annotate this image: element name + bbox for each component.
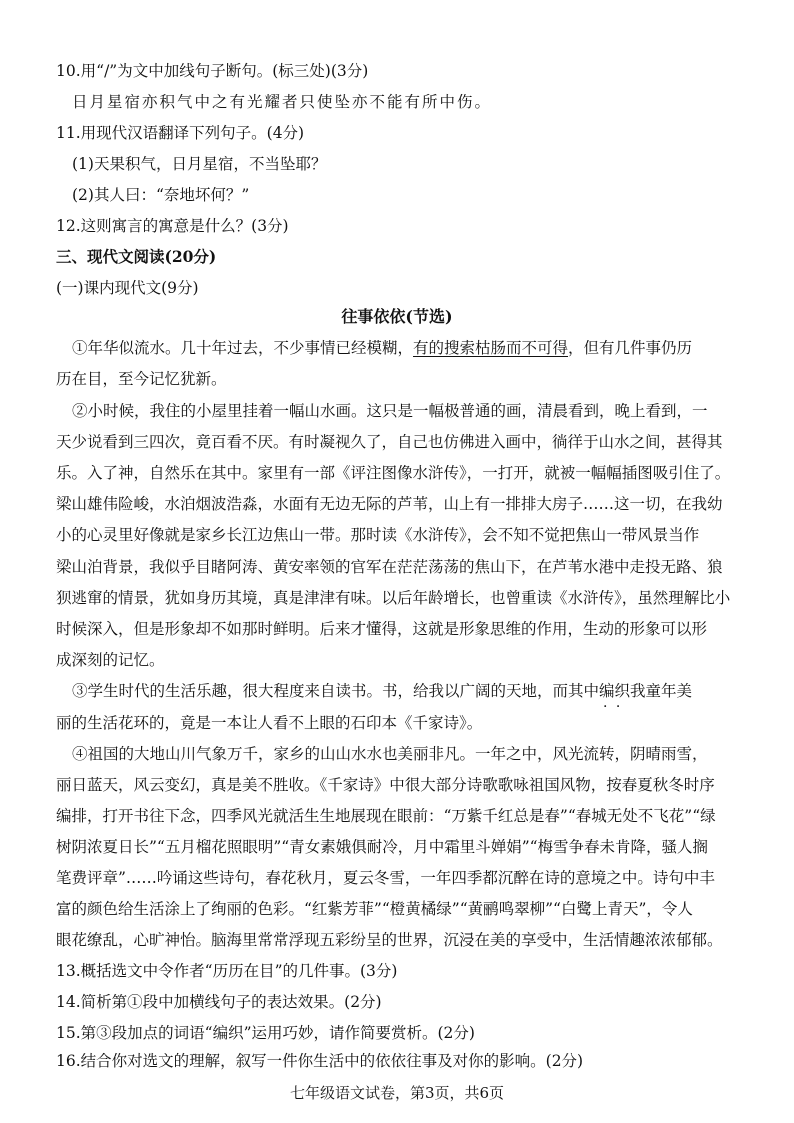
passage-title: 往事依依(节选) <box>341 307 453 326</box>
passage-p2-line: ②小时候，我住的小屋里挂着一幅山水画。这只是一幅极普通的画，清晨看到，晚上看到，一 <box>72 402 708 420</box>
question-13: 13.概括选文中令作者“历历在目”的几件事。(3分) <box>56 962 398 980</box>
question-11-1: (1)天果积气，日月星宿，不当坠耶？ <box>72 155 327 173</box>
passage-p3-line: 丽的生活花环的，竟是一本让人看不上眼的石印本《千家诗》。 <box>56 714 483 732</box>
question-11: 11.用现代汉语翻译下列句子。(4分) <box>56 124 305 142</box>
passage-text: ，但有几件事仍历 <box>568 339 693 357</box>
passage-text: ①年华似流水。几十年过去，不少事情已经模糊， <box>72 339 414 357</box>
passage-p2-line: 乐。入了神，自然乐在其中。家里有一部《评注图像水浒传》，一打开，就被一幅幅插图吸引住了。 <box>56 464 731 482</box>
question-11-2: (2)其人曰：“奈地坏何？” <box>72 186 250 204</box>
passage-p2-line: 梁山泊背景，我似乎目睹阿涛、黄安率领的官军在茫茫荡荡的焦山下，在芦苇水港中走投无路、狼 <box>56 558 723 576</box>
passage-p4-line: 编排，打开书往下念，四季风光就活生生地展现在眼前：“万紫千红总是春”“春城无处不飞花”“绿 <box>56 807 716 825</box>
passage-p4-line: ④祖国的大地山川气象万千，家乡的山山水水也美丽非凡。一年之中，风光流转，阴晴雨雪， <box>72 745 708 763</box>
passage-p2-line: 小的心灵里好像就是家乡长江边焦山一带。那时读《水浒传》，会不知不觉把焦山一带风景当作 <box>56 526 700 544</box>
passage-p4-line: 富的颜色给生活涂上了绚丽的色彩。“红紫芳菲”“橙黄橘绿”“黄鹂鸣翠柳”“白鹭上青天”，令人 <box>56 900 693 918</box>
question-15: 15.第③段加点的词语“编织”运用巧妙，请作简要赏析。(2分) <box>56 1024 475 1042</box>
page-footer: 七年级语文试卷，第3页，共6页 <box>289 1084 505 1102</box>
passage-p1-line <box>72 337 762 359</box>
passage-p4-line: 树阴浓夏日长”“五月榴花照眼明”“青女素娥俱耐冷，月中霜里斗婵娟”“梅雪争春未肯降，骚人搁 <box>56 838 709 856</box>
passage-p2-line: 狈逃窜的情景，犹如身历其境，真是津津有味。以后年龄增长，也曾重读《水浒传》，虽然理解比小 <box>56 589 731 607</box>
question-16: 16.结合你对选文的理解，叙写一件你生活中的依依往事及对你的影响。(2分) <box>56 1052 584 1070</box>
passage-p2-line: 天少说看到三四次，竟百看不厌。有时凝视久了，自己也仿佛进入画中，徜徉于山水之间，甚得其 <box>56 433 723 451</box>
dotted-word: 编织 · · <box>599 682 630 700</box>
underlined-sentence: 有的搜索枯肠而不可得 <box>413 339 569 357</box>
passage-p4-line: 笔费评章”……吟诵这些诗句，春花秋月，夏云冬雪，一年四季都沉醉在诗的意境之中。诗句中丰 <box>56 869 715 887</box>
passage-text: 我童年美 <box>630 682 693 700</box>
passage-p2-line: 时候深入，但是形象却不如那时鲜明。后来才懂得，这就是形象思维的作用，生动的形象可以形 <box>56 620 708 638</box>
passage-p3-line <box>72 680 762 702</box>
passage-p2-line: 梁山雄伟险峻，水泊烟波浩淼，水面有无边无际的芦苇，山上有一排排大房子……这一切，在我幼 <box>56 495 723 513</box>
passage-p4-line: 眼花缭乱，心旷神怡。脑海里常常浮现五彩纷呈的世界，沉浸在美的享受中，生活情趣浓浓郁郁。 <box>56 931 723 949</box>
passage-p2-line: 成深刻的记忆。 <box>56 651 165 669</box>
question-10: 10.用“/”为文中加线句子断句。(标三处)(3分) <box>56 62 369 80</box>
passage-text: ③学生时代的生活乐趣，很大程度来自读书。书，给我以广阔的天地，而其中 <box>72 682 600 700</box>
section-heading: 三、现代文阅读(20分) <box>56 247 217 266</box>
question-12: 12.这则寓言的寓意是什么？(3分) <box>56 217 289 235</box>
subsection-heading: (一)课内现代文(9分) <box>56 279 199 297</box>
question-14: 14.简析第①段中加横线句子的表达效果。(2分) <box>56 993 382 1011</box>
passage-p4-line: 丽日蓝天，风云变幻，真是美不胜收。《千家诗》中很大部分诗歌歌咏祖国风物，按春夏秋冬时序 <box>56 776 715 794</box>
passage-p1-line: 历在目，至今记忆犹新。 <box>56 370 227 388</box>
question-10-text: 日月星宿亦积气中之有光耀者只使坠亦不能有所中伤。 <box>72 93 493 111</box>
